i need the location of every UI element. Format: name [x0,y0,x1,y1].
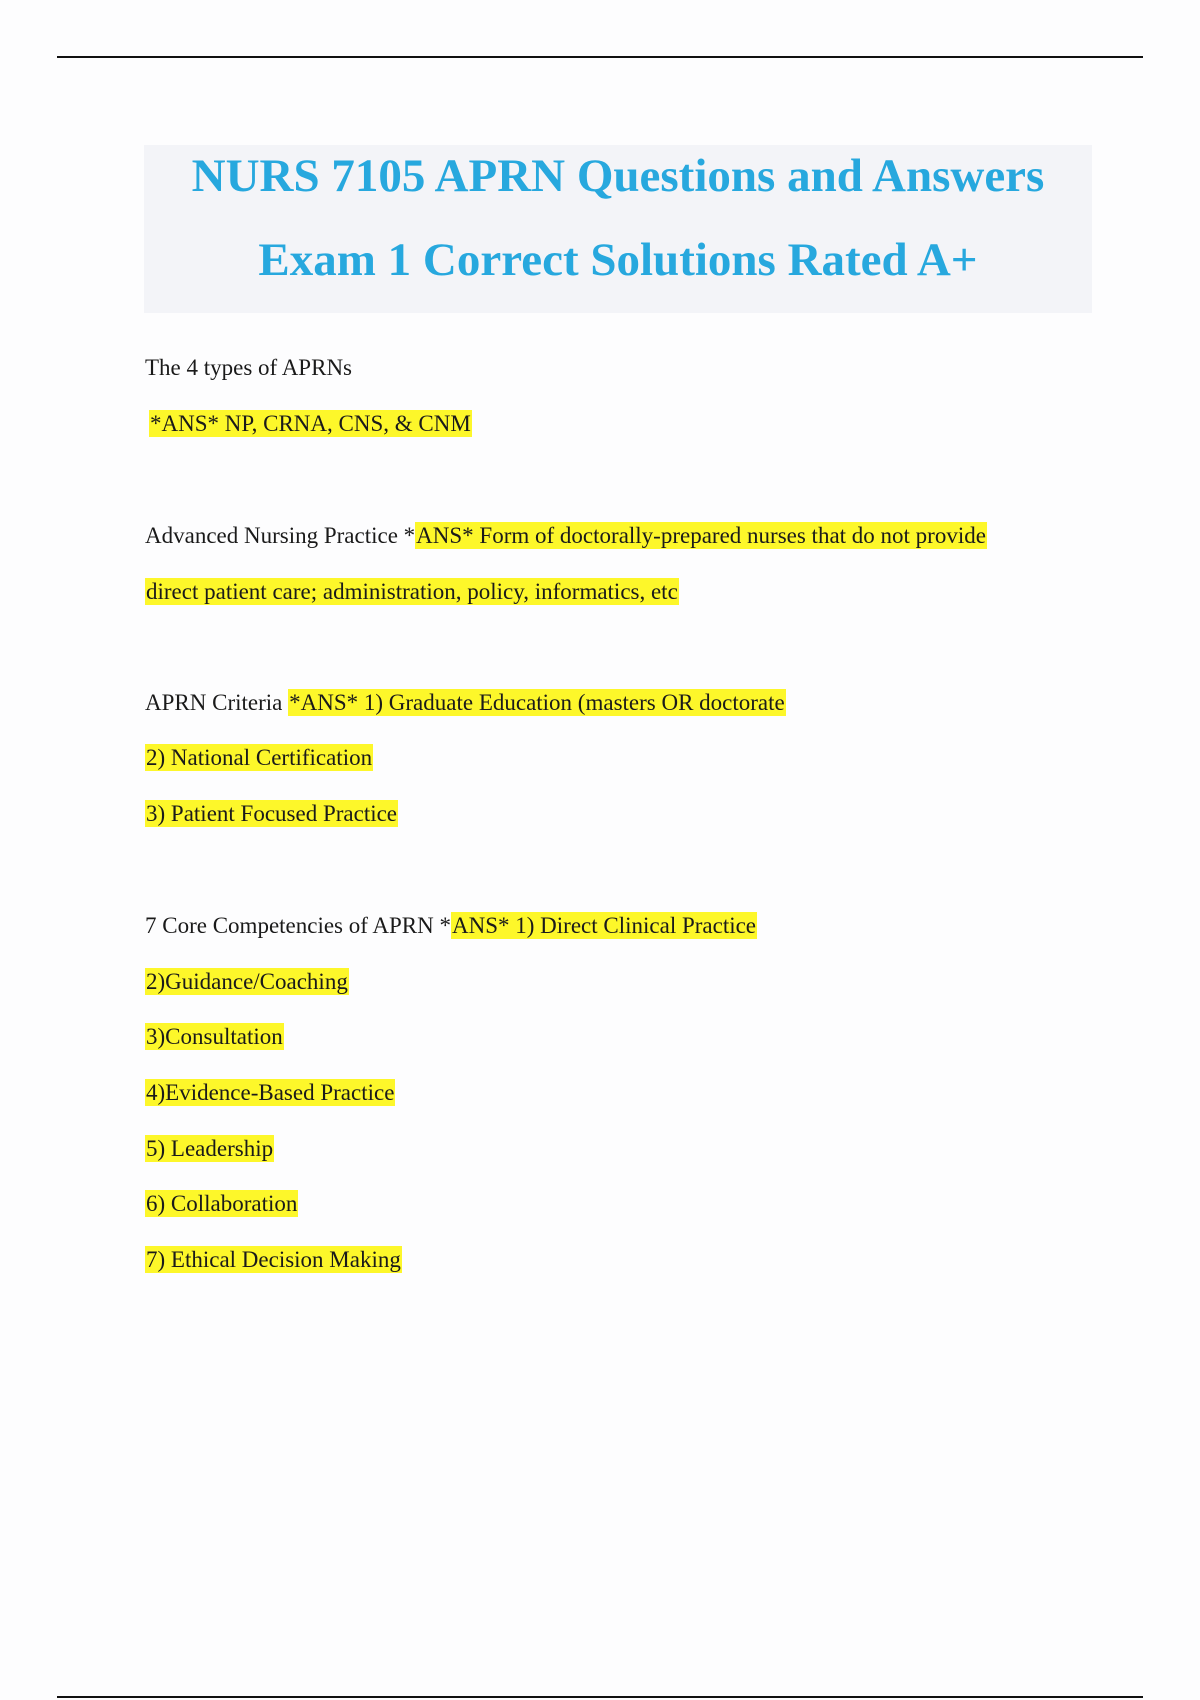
answer-3-line-2 [145,743,373,773]
answer-4-highlight-6: 6) Collaboration [146,1191,298,1216]
answer-4-line-3 [145,1022,284,1052]
document-title-line-1: NURS 7105 APRN Questions and Answers [191,150,1045,202]
answer-4-highlight-4: 4)Evidence-Based Practice [146,1080,395,1105]
header-rule [57,56,1143,58]
title-banner [144,145,1092,313]
answer-4-line-6 [145,1189,298,1219]
answer-4-line-5 [145,1134,274,1164]
answer-4-highlight-1: ANS* 1) Direct Clinical Practice [452,913,757,938]
question-1 [145,353,352,383]
answer-3-line-3 [145,799,398,829]
question-4 [145,911,757,941]
answer-4-highlight-2: 2)Guidance/Coaching [146,969,348,994]
question-4-text: 7 Core Competencies of APRN * [145,913,451,938]
answer-1-line-1 [149,409,472,439]
document-title-line-2: Exam 1 Correct Solutions Rated A+ [258,234,978,286]
question-2-text: Advanced Nursing Practice * [145,523,416,548]
answer-4-line-2 [145,967,349,997]
answer-4-highlight-5: 5) Leadership [146,1136,274,1161]
question-2 [145,521,987,551]
answer-4-line-7 [145,1245,402,1275]
question-1-text: The 4 types of APRNs [145,355,352,380]
footer-rule [57,1696,1143,1698]
answer-4-line-4 [145,1078,395,1108]
answer-2-highlight-2: direct patient care; administration, policy, informatics, etc [146,579,678,604]
answer-4-highlight-7: 7) Ethical Decision Making [146,1247,401,1272]
question-3 [145,688,786,718]
answer-3-highlight-2: 2) National Certification [146,745,373,770]
answer-2-line-2 [145,577,679,607]
answer-2-highlight-1: ANS* Form of doctorally-prepared nurses that do not provide [416,523,986,548]
answer-3-highlight-1: *ANS* 1) Graduate Education (masters OR doctorate [289,690,785,715]
answer-4-highlight-3: 3)Consultation [146,1024,283,1049]
answer-3-highlight-3: 3) Patient Focused Practice [146,801,398,826]
question-3-text: APRN Criteria [145,690,289,715]
answer-1-highlight: *ANS* NP, CRNA, CNS, & CNM [150,411,471,436]
